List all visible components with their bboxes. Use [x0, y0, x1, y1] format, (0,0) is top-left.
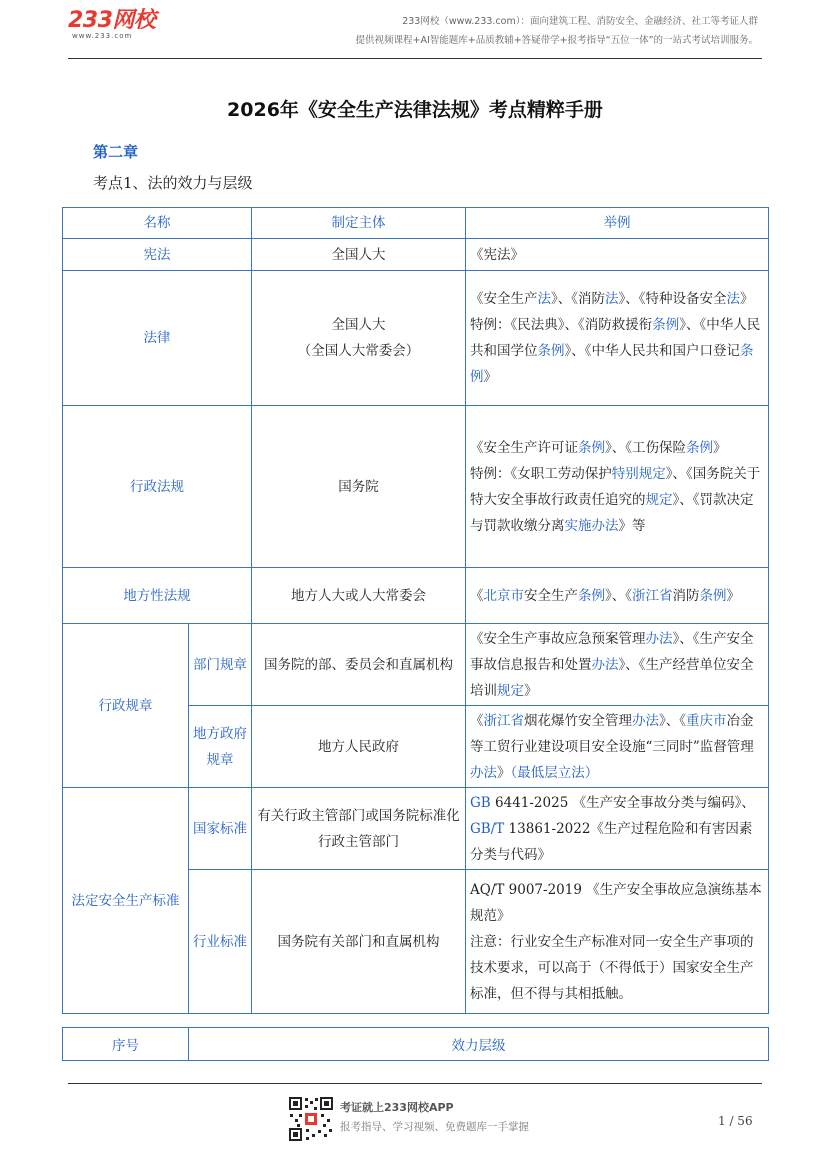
logo	[68, 10, 155, 40]
header-serial: 序号	[63, 1028, 189, 1061]
highlight-segment: 浙江省	[632, 587, 673, 604]
text-segment: 消防	[672, 587, 700, 604]
text-segment: 烟花爆竹安全管理	[524, 712, 632, 729]
text-segment: 《	[470, 712, 484, 729]
footer-line-1: 考证就上233网校APP	[340, 1101, 454, 1114]
sub-row-label: 国家标准	[189, 788, 252, 870]
text-segment: 》、《	[605, 587, 632, 604]
table-row	[63, 239, 769, 271]
text-segment: 》、《罚款决定与罚款收缴分离	[470, 491, 754, 534]
highlight-segment: 条例	[470, 343, 754, 385]
row-example	[466, 706, 769, 788]
subject-line: （全国人大常委会）	[297, 343, 420, 359]
row-name: 法律	[63, 271, 252, 406]
row-subject: 国务院有关部门和直属机构	[252, 870, 466, 1014]
text-segment: 》	[713, 439, 727, 456]
highlight-segment: 条例	[652, 317, 680, 333]
page-header	[0, 0, 830, 58]
highlight-segment: 法	[726, 291, 740, 307]
text-segment: 》、《中华人民共和国户口登记	[564, 343, 740, 359]
row-example	[466, 624, 769, 706]
text-segment: 》、《中华人民共和国学位	[470, 317, 761, 359]
text-segment: 》	[740, 291, 754, 307]
text-segment: 特例：《女职工劳动保护	[470, 465, 612, 482]
text-segment: 》、《生产经营单位安全培训	[470, 656, 754, 699]
highlight-segment: 条例	[578, 587, 605, 604]
table-header-row	[63, 1028, 769, 1061]
text-segment: 安全生产	[524, 587, 578, 604]
row-subject: 有关行政主管部门或国务院标准化行政主管部门	[252, 788, 466, 870]
row-name: 行政法规	[63, 406, 252, 568]
row-example	[466, 870, 769, 1014]
text-segment: 》、《特种设备安全	[618, 291, 727, 307]
text-segment: 冶金等工贸行业建设项目安全设施“三同时”监督管理	[470, 712, 754, 755]
highlight-segment: 办法	[591, 656, 619, 673]
highlight-segment: （最低层立法）	[510, 764, 599, 781]
text-segment: 》	[726, 587, 740, 604]
row-name: 行政规章	[63, 624, 189, 788]
text-segment: 》	[497, 764, 511, 781]
table-row	[63, 788, 769, 870]
row-example	[466, 271, 769, 406]
highlight-segment: 浙江省	[483, 712, 524, 729]
table-row	[63, 406, 769, 568]
highlight-segment: 条例	[537, 343, 565, 359]
row-name: 地方性法规	[63, 568, 252, 624]
text-segment: 《	[470, 587, 484, 604]
table-row	[63, 271, 769, 406]
table-row	[63, 568, 769, 624]
highlight-segment: 办法	[645, 630, 673, 647]
highlight-segment: GB/T	[470, 820, 505, 837]
table-row	[63, 624, 769, 706]
highlight-segment: 办法	[632, 712, 659, 729]
text-segment: 《安全生产事故应急预案管理	[470, 630, 646, 647]
row-subject: 国务院	[252, 406, 466, 568]
header-example: 举例	[466, 208, 769, 239]
row-example	[466, 406, 769, 568]
sub-row-label: 行业标准	[189, 870, 252, 1014]
highlight-segment: 办法	[470, 764, 497, 781]
highlight-segment: 条例	[699, 587, 727, 604]
effect-level-table	[62, 1027, 769, 1061]
header-name: 名称	[63, 208, 252, 239]
highlight-segment: 规定	[497, 682, 524, 699]
text-segment: 》等	[618, 517, 646, 534]
row-subject	[252, 271, 466, 406]
row-example	[466, 788, 769, 870]
highlight-segment: 北京市	[483, 587, 524, 604]
row-name: 宪法	[63, 239, 252, 271]
highlight-segment: GB	[470, 794, 491, 811]
highlight-segment: 法	[605, 291, 619, 307]
row-subject: 国务院的部、委员会和直属机构	[252, 624, 466, 706]
row-subject: 全国人大	[252, 239, 466, 271]
document-title: 2026年《安全生产法律法规》考点精粹手册	[227, 99, 603, 121]
point-heading: 考点1、法的效力与层级	[93, 174, 253, 192]
note-line: 注意：行业安全生产标准对同一安全生产事项的技术要求，可以高于（不得低于）国家安全生产标准，但不得与其相抵触。	[470, 933, 754, 1002]
highlight-segment: 条例	[686, 439, 713, 456]
row-example	[466, 568, 769, 624]
row-subject: 地方人民政府	[252, 706, 466, 788]
header-description	[356, 12, 759, 50]
text-segment: 《安全生产	[470, 291, 538, 307]
highlight-segment: 规定	[645, 491, 673, 508]
highlight-segment: 条例	[578, 439, 605, 456]
text-segment: 》、《国务院关于特大安全事故行政责任追究的	[470, 465, 761, 508]
text-segment: 6441-2025 《生产安全事故分类与编码》、	[490, 794, 755, 811]
text-segment: 》、《工伤保险	[605, 439, 686, 456]
header-line-2: 提供视频课程+AI智能题库+品质教辅+答疑带学+报考指导“五位一体”的一站式考试培训服务。	[355, 35, 758, 46]
text-segment: 》	[483, 369, 497, 385]
header-subject: 制定主体	[252, 208, 466, 239]
footer-promo	[340, 1099, 529, 1137]
logo-url: www.233.com	[72, 32, 133, 40]
highlight-segment: 重庆市	[686, 712, 727, 729]
row-subject: 地方人大或人大常委会	[252, 568, 466, 624]
subject-line: 全国人大	[331, 317, 386, 333]
header-level: 效力层级	[189, 1028, 769, 1061]
text-segment: 13861-2022《生产过程危险和有害因素分类与代码》	[470, 820, 753, 863]
sub-row-label: 地方政府规章	[189, 706, 252, 788]
highlight-segment: 法	[537, 291, 551, 307]
page-number: 1 / 56	[718, 1114, 753, 1128]
text-segment: 特例：《民法典》、《消防救援衔	[470, 317, 653, 333]
text-segment: 》	[524, 682, 538, 699]
example-line: AQ/T 9007-2019 《生产安全事故应急演练基本规范》	[470, 881, 762, 924]
text-segment: 》、《生产安全事故信息报告和处置	[470, 630, 754, 673]
text-segment: 《安全生产许可证	[470, 439, 578, 456]
header-line-1: 233网校（www.233.com）：面向建筑工程、消防安全、金融经济、社工等考证人群	[402, 16, 758, 27]
header-divider	[68, 58, 762, 59]
law-hierarchy-table	[62, 207, 769, 1014]
highlight-segment: 特别规定	[611, 465, 666, 482]
highlight-segment: 实施办法	[564, 517, 619, 534]
text-segment: 》、《消防	[551, 291, 605, 307]
qr-code-icon	[288, 1096, 334, 1142]
chapter-heading: 第二章	[93, 143, 139, 161]
sub-row-label: 部门规章	[189, 624, 252, 706]
footer-line-2: 报考指导、学习视频、免费题库一手掌握	[340, 1121, 529, 1133]
row-example: 《宪法》	[466, 239, 769, 271]
footer-divider	[68, 1083, 762, 1084]
table-header-row	[63, 208, 769, 239]
row-name: 法定安全生产标准	[63, 788, 189, 1014]
text-segment: 》、《	[659, 712, 686, 729]
logo-text: 233网校	[68, 8, 156, 33]
